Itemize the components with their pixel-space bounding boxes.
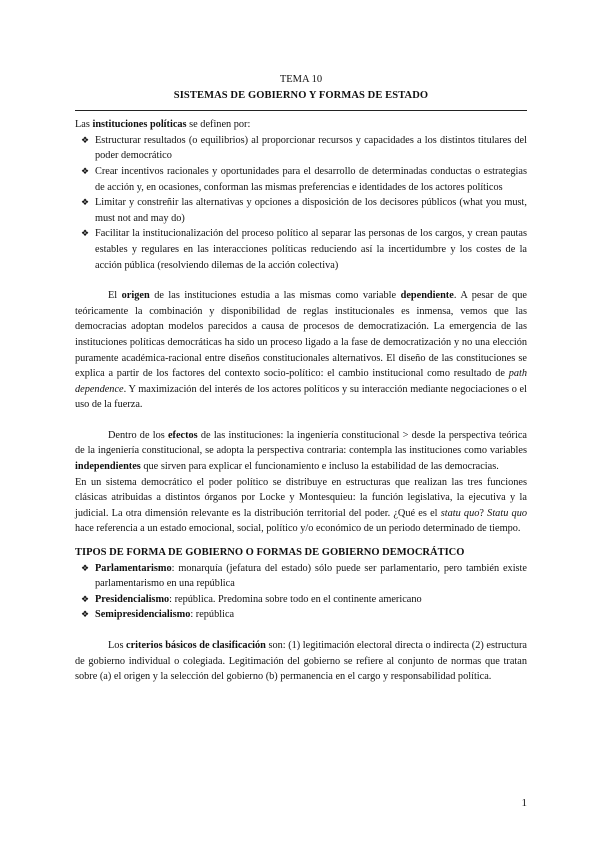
intro-bold-term: instituciones políticas (92, 119, 187, 131)
diamond-bullet-icon: ❖ (81, 197, 90, 208)
list-item: ❖ Estructurar resultados (o equilibrios) al proporcionar recursos y capacidades a los distintos titulares del poder democrático (81, 134, 527, 162)
government-types-list (75, 561, 527, 623)
chapter-label: TEMA 10 (279, 74, 323, 85)
list-item: ❖ Facilitar la institucionalización del proceso político al separar las personas de los cargos, y crean pautas estables y regulares en las interacciones políticas reduciendo así la incertidumbre y los costes de la acción pública (resolviendo dilemas de la acción colectiva) (81, 228, 527, 271)
list-item: ❖ Crear incentivos racionales y oportunidades para el desarrollo de determinadas conductas o estrategias de acción y, en ocasiones, conforman las mismas preferencias e identidades de los actores políticos (81, 165, 527, 193)
definition-list (75, 133, 527, 273)
list-item: ❖ Presidencialismo: república. Predomina sobre todo en el continente americano (75, 592, 527, 608)
title-divider (75, 110, 527, 111)
list-item: ❖ Semipresidencialismo: república (75, 607, 527, 623)
diamond-bullet-icon: ❖ (81, 609, 90, 620)
list-item: ❖ Limitar y constreñir las alternativas y opciones a disposición de los decisores públicos (what you must, must not and may do) (81, 197, 527, 224)
document-title: SISTEMAS DE GOBIERNO Y FORMAS DE ESTADO (173, 89, 429, 101)
section-heading: TIPOS DE FORMA DE GOBIERNO O FORMAS DE GOBIERNO DEMOCRÁTICO (75, 547, 465, 559)
paragraph-efectos: Dentro de los efectos de las instituciones: la ingeniería constitucional > desde la perspectiva teórica de la ingeniería constitucional, se adopta la perspectiva contraria: contempla las instituciones como variables independientes que sirven para explicar el funcionamiento e incluso la estabilidad de las democracias. (75, 429, 527, 473)
diamond-bullet-icon: ❖ (81, 165, 90, 176)
page-number: 1 (521, 797, 527, 809)
paragraph-sistema-democratico: En un sistema democrático el poder político se distribuye en estructuras que realizan las tres funciones clásicas atribuidas a distintos órganos por Locke y Montesquieu: la función legislativa, la ejecutiva y la judicial. La otra dimensión relevante es la distribución territorial del poder. ¿Qué es el statu quo? Statu quo hace referencia a un estado emocional, social, político y/o económico de un periodo determinado de tiempo. (75, 476, 527, 535)
document-page (75, 72, 527, 685)
paragraph-origen: El origen de las instituciones estudia a las mismas como variable dependiente. A pesar de que teóricamente la combinación y disponibilidad de reglas institucionales es inmensa, vemos que las democracias adoptan modelos parecidos a causa de procesos de democratización. La emergencia de las instituciones políticas democráticas ha sido un proceso ligado a la fase de democratización y no una elección puramente académica-racional entre diseños constitucionales alternativos. El diseño de las constituciones se explica a partir de los factores del contexto socio-político: el cambio institucional como resultado de path dependence. Y maximización del interés de los actores políticos y su interacción mediante negociaciones o el uso de la fuerza. (75, 290, 528, 411)
diamond-bullet-icon: ❖ (81, 562, 90, 573)
diamond-bullet-icon: ❖ (81, 593, 90, 604)
list-item: ❖ Parlamentarismo: monarquía (jefatura del estado) sólo puede ser parlamentario, pero también existe parlamentarismo en una república (81, 562, 527, 590)
diamond-bullet-icon: ❖ (81, 228, 90, 239)
paragraph-criterios: Los criterios básicos de clasificación son: (1) legitimación electoral directa o indirecta (2) estructura de gobierno individual o colegiada. Legitimación del gobierno se refiere al conjunto de normas que tratan sobre (a) el origen y la selección del gobierno (b) permanencia en el cargo y responsabilidad política. (75, 640, 527, 683)
diamond-bullet-icon: ❖ (81, 134, 90, 145)
intro-line: Las instituciones políticas se definen por: (75, 119, 251, 131)
